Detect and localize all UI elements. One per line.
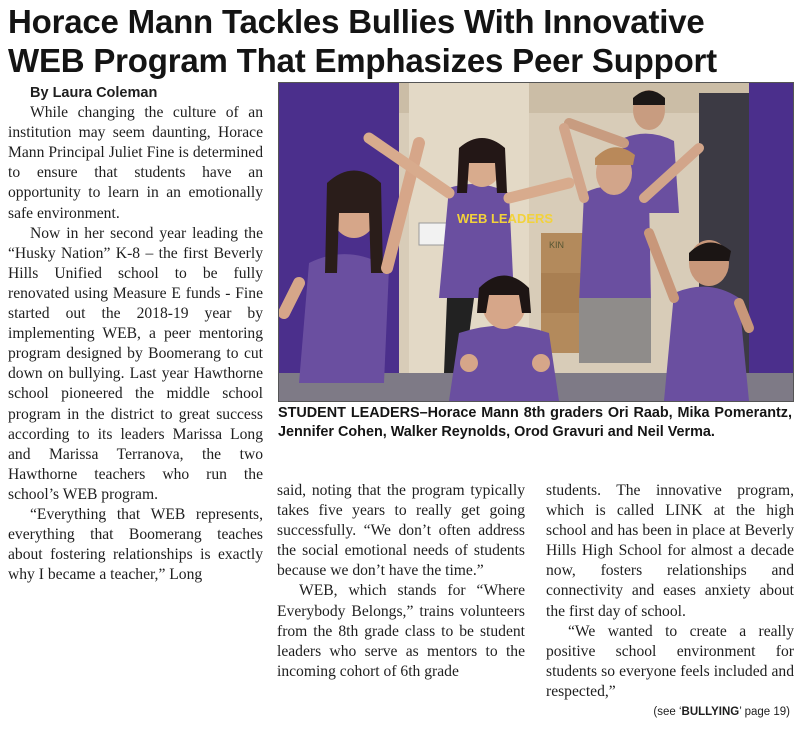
paragraph: While changing the culture of an institution may seem daunting, Horace Mann Principal Juliet Fine is determined to ensure that students have an opportunity to learn in an emotionally safe environment. bbox=[8, 104, 263, 222]
headline bbox=[8, 2, 798, 80]
headline-line-2: WEB Program That Emphasizes Peer Support bbox=[8, 42, 717, 79]
box-label: KIN bbox=[549, 240, 565, 250]
jump-keyword: BULLYING bbox=[681, 706, 740, 719]
paragraph: students. The innovative program, which is called LINK at the high school and has been in place at Beverly Hills High School for almost a decade now, fosters relationships and connectivity and eases anxiety about the first day of school. bbox=[546, 482, 794, 620]
headline-line-1: Horace Mann Tackles Bullies With Innovative bbox=[8, 3, 705, 40]
paragraph: “Everything that WEB represents, everything that Boomerang teaches about fostering relationships is exactly why I became a teacher,” Long bbox=[8, 505, 263, 584]
paragraph: said, noting that the program typically takes five years to really get going successfully. “We don’t often address the social emotional needs of students because we don’t have the time.” bbox=[277, 482, 525, 580]
caption-text: –Horace Mann 8th graders Ori Raab, Mika Pomerantz, Jennifer Cohen, Walker Reynolds, Orod Gravuri and Neil Verma. bbox=[278, 405, 792, 440]
article-column-1 bbox=[8, 83, 263, 585]
byline: By Laura Coleman bbox=[30, 85, 158, 101]
shirt-logo: WEB LEADERS bbox=[457, 211, 554, 226]
jump-line[interactable] bbox=[546, 702, 794, 722]
article-column-3 bbox=[546, 481, 794, 722]
photo-caption bbox=[278, 404, 792, 442]
article-column-2 bbox=[277, 481, 525, 682]
paragraph: “We wanted to create a really positive school environment for students so everyone feels included and respected,” bbox=[546, 622, 794, 700]
jump-prefix: (see ‘ bbox=[653, 706, 682, 719]
paragraph: WEB, which stands for “Where Everybody Belongs,” trains volunteers from the 8th grade class to be student leaders who serve as mentors to the incoming cohort of 6th grade bbox=[277, 582, 525, 680]
jump-suffix: ’ page 19) bbox=[739, 706, 790, 719]
paragraph: Now in her second year leading the “Husky Nation” K-8 – the first Beverly Hills Unified school to be fully renovated using Measure E funds - Fine started out the 2018-19 year by implementing WEB, a peer mentoring program designed by Boomerang to cut down on bullying. Last year Hawthorne school pioneered the middle school program in the district to great success according to its leaders Marissa Long and Marissa Terranova, the two Hawthorne teachers who run the school’s WEB program. bbox=[8, 224, 263, 503]
caption-lead: STUDENT LEADERS bbox=[278, 405, 420, 421]
photo-student-leaders bbox=[278, 82, 794, 402]
